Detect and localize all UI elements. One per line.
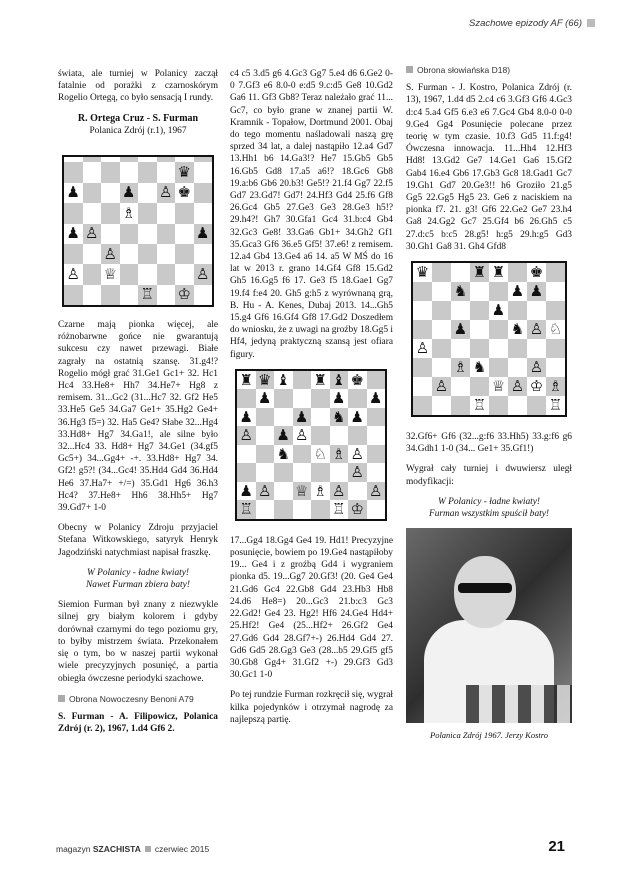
board-square <box>256 408 275 427</box>
board-square <box>432 320 451 339</box>
chess-piece: ♟ <box>367 389 386 408</box>
chess-piece: ♖ <box>237 500 256 519</box>
chess-piece: ♞ <box>470 358 489 377</box>
board-square <box>546 358 565 377</box>
paragraph: 17...Gg4 18.Gg4 Ge4 19. Hd1! Precyzyjne posunięcie, bowiem po 19.Ge4 nastąpiłoby 19... Ge4 i z groźbą Gd4 i wygraniem pionka d5. 19...Gg7 20.Gf3! (20. Ge4 Ge4 21.Gd6 Gc4 22.Gb8 Gd4 23.Hb3 Hb8 24.d6 He8=) 20...Gc3 21.b:c3 Gc3 22.Gd2! Ge4 23. Hg2! Hf6 24.Ge4 Hd4+ 25.Hf2! Ge4 (25...Hf2+ 26.Gf2 Ge4 27.Gd6 Gd4 28.Gf7+-) 26.Hd4 Gd4 27. Gd6 Gd5 28.Gg3 Ge3 (28...b5 29.Gf5 gf5 30.Gb8 Gg4+ 31.Gf2 +-) 29.Gf3 Gd3 30.Gc1 1-0 <box>230 535 393 681</box>
chess-piece: ♕ <box>293 482 312 501</box>
chess-piece: ♟ <box>348 408 367 427</box>
board-square <box>138 224 157 244</box>
paragraph: c4 c5 3.d5 g6 4.Gc3 Gg7 5.e4 d6 6.Ge2 0-0 7.Gf3 e6 8.0-0 e:d5 9.c:d5 Ge8 10.Gd2 Ga6 11. Gf3 Gb8? Teraz należało grać 11... Gc7, co było grane w znanej partii W. Kramnik - Topałow, Dortmund 2001. Obaj do tego momentu naśladowali naszą grę sprzed 34 lat, a dalej nastąpiło 12.a4 Gd7 13.Hh1 b6 14.Ga3!? He7 15.Gb5 Gb5 16.Gb5 Gd8 17.a5 a6!? 18.Gc6 Gb8 19.a:b6 Gb6 20.b3! Ge5!? 21.f4 Gg7 22.f5 Gd7 23.Gd7! Gd7! 24.Hf3 Gd4 25.f6 Gf8 26.Gc4 Gb5 27.Ge3 Ge3 28.Ge3 h5!? 29.h4?! Gh7 30.Gfa1 Gc4 31.b:c4 Gb4 32.Gc3 Ge8! 33.Ga6 Gb1+ 34.Gh2 Gf1 35.Gca3 Gf6 36.e5 Gf5! 37.e6! z remisem. 12.a4 Gb4 13.Ge4 a6 14. a5 W MŚ do 16 lat w 2013 r. grano 14.Gf4 Gf8 15.Gd2 Gh5 16.Gg5 f6 17. Ge3 f5 18.Gae1 Gg7 19.f4 f:e4 20. Gh5 g:h5 z wyrównaną grą, B. Hu - A. Kenes, Dubaj 2013. 14...Gh5 15.g4 Gf6 16.Gf4 Gf8 17.Gd2 Doszedłem do wniosku, że z uwagi na groźby 18.Gg5 i Hf4, jedyną praktyczną szansą jest ofiara figury. <box>230 69 393 360</box>
board-square <box>432 301 451 320</box>
board-square <box>194 285 213 305</box>
board-square <box>432 358 451 377</box>
board-square <box>489 282 508 301</box>
board-square <box>101 162 120 182</box>
chess-piece: ♟ <box>64 183 83 203</box>
chess-piece: ♙ <box>348 463 367 482</box>
page-footer: magazyn SZACHISTA czerwiec 2015 21 <box>56 838 565 855</box>
chess-piece: ♟ <box>451 320 470 339</box>
board-square <box>413 358 432 377</box>
column-2 <box>230 68 393 734</box>
board-square <box>432 263 451 282</box>
board-square <box>64 203 83 223</box>
board-square <box>64 285 83 305</box>
chess-piece: ♙ <box>413 339 432 358</box>
board-square <box>293 389 312 408</box>
chess-piece: ♟ <box>237 482 256 501</box>
board-square <box>367 445 386 464</box>
board-square <box>83 244 102 264</box>
board-square <box>348 389 367 408</box>
board-square <box>367 463 386 482</box>
chess-piece: ♔ <box>527 377 546 396</box>
board-square <box>451 396 470 415</box>
board-square <box>101 183 120 203</box>
board-square <box>120 224 139 244</box>
board-square <box>83 183 102 203</box>
board-square <box>546 339 565 358</box>
page-number: 21 <box>548 838 565 855</box>
board-square <box>413 377 432 396</box>
board-square <box>293 445 312 464</box>
board-square <box>330 426 349 445</box>
board-square <box>237 463 256 482</box>
chess-piece: ♞ <box>330 408 349 427</box>
chess-piece: ♙ <box>157 183 176 203</box>
board-square <box>546 301 565 320</box>
board-square <box>138 244 157 264</box>
board-square <box>311 426 330 445</box>
column-1 <box>58 68 218 743</box>
chess-piece: ♖ <box>546 396 565 415</box>
board-square <box>489 358 508 377</box>
chess-piece: ♙ <box>508 377 527 396</box>
board-square <box>348 482 367 501</box>
chess-piece: ♚ <box>348 371 367 390</box>
chess-piece: ♛ <box>175 162 194 182</box>
chess-piece: ♜ <box>311 371 330 390</box>
board-square <box>157 224 176 244</box>
board-square <box>83 203 102 223</box>
opening-label: Obrona słowiańska D18) <box>406 64 572 76</box>
chess-piece: ♔ <box>348 500 367 519</box>
game-subtitle: Polanica Zdrój (r.1), 1967 <box>89 125 187 136</box>
board-square <box>489 339 508 358</box>
board-square <box>274 408 293 427</box>
board-square <box>432 282 451 301</box>
board-square <box>470 339 489 358</box>
board-square <box>293 500 312 519</box>
chess-piece: ♚ <box>527 263 546 282</box>
board-square <box>330 463 349 482</box>
chess-piece: ♟ <box>64 224 83 244</box>
board-square <box>120 285 139 305</box>
board-square <box>470 320 489 339</box>
board-square <box>175 244 194 264</box>
board-square <box>138 183 157 203</box>
board-square <box>138 203 157 223</box>
board-square <box>256 463 275 482</box>
chess-piece: ♕ <box>489 377 508 396</box>
poem-line: Furman wszystkim spuścił baty! <box>428 509 550 520</box>
board-square <box>274 482 293 501</box>
board-square <box>413 282 432 301</box>
chess-board <box>411 261 567 417</box>
board-square <box>101 224 120 244</box>
board-square <box>508 358 527 377</box>
chess-piece: ♙ <box>348 445 367 464</box>
board-square <box>432 339 451 358</box>
paragraph: Czarne mają pionka więcej, ale różnobarwne gońce nie gwarantują sukcesu czy nawet przewagi. Białe zagrały na ostatnią szansę. 31.g4!? Rogelio mógł grać 31.Ge1 Gc1+ 32. Hc1 Hc4 33.He8+ Hh7 34.He7+ Hg8 z remisem. 31...Gc2 (31...Hc7 32. Gf2 He5 33.He5 Ge5 34.Ga7 Ge1+ 35.Hg2 Ge4+ 36.Hg3 f5=) 32. Ha5 Ge4? Słabe 32...Hg4 33.Hd8+ Hg7 34.Ga1!, ale silne było 32...Hc4 33. Hd8+ Hg7 34.Ge1 (34.gf5 Gc5+) 34...Gg4+ -+. 33.Hd8+ Hg7 34. Gf2! g5?! (34...Gc4! 35.Hd4 Gd4 36.Hd4 He6 37.Ha7+ +/=) 35.Gd1 Hg6 36.h3 Hc4? 37.He8+ Hh6 38.Hh5+ Hg7 39.Gd7+ 1-0 <box>58 320 218 514</box>
board-square <box>120 264 139 284</box>
board-square <box>311 500 330 519</box>
game-title: R. Ortega Cruz - S. Furman <box>77 112 199 124</box>
paragraph: Siemion Furman był znany z niezwykle silnej gry białym kolorem i gdyby dorównał czarnymi do tego poziomu gry, to byłby mistrzem świata. Przekonałem się o tym, bo w naszej partii wykonał wiele precyzyjnych posunięć, a partia obiegła ówczesne periodyki szachowe. <box>58 600 218 684</box>
chess-piece: ♜ <box>237 371 256 390</box>
board-square <box>489 396 508 415</box>
board-square <box>432 396 451 415</box>
chess-piece: ♙ <box>64 264 83 284</box>
paragraph: Wygrał cały turniej i dwuwiersz uległ modyfikacji: <box>406 464 572 487</box>
board-square <box>451 339 470 358</box>
chess-piece: ♙ <box>527 320 546 339</box>
board-square <box>157 264 176 284</box>
chess-board <box>235 369 387 521</box>
board-square <box>470 377 489 396</box>
board-square <box>194 203 213 223</box>
paragraph: S. Furman - J. Kostro, Polanica Zdrój (r. 13), 1967, 1.d4 d5 2.c4 c6 3.Gf3 Gf6 4.Gc3 d:c4 5.a4 Gf5 6.e3 e6 7.Gc4 Gb4 8.0-0 0-0 9.Ge4 Gg4 Posunięcie polecane przez teorię w tym czasie. 10.f3 Gd5 11.f:g4! Ówczesna innowacja. 11...Hh4 12.Hf3 Hd8! 13.Gd2 Ge7 14.Ge1 Ga6 15.Gf2 Gab4 16.e4 Gb6 17.Gb3 Gc8 18.Gad1 Gc7 19.Gh1 Gd7 20.Ge3!! h6 Groziło 21.g5 Gg5 22.Gg5 Hg5 23. Ge6 z naciskiem na pionka f7. 21. g3! Gf6 22.Ge2 Ge7 23.h4 Ga8 24.Gg2 Gc7 25.Gf4 b6 26.Gh5 c5 27.d:c5 b:c5 28.g5! h:g5 29.h:g5 Gd3 30.Gh1 Ga8 31. Gh4 Gfd8 <box>406 83 572 252</box>
chess-piece: ♗ <box>311 482 330 501</box>
board-square <box>451 377 470 396</box>
board-square <box>237 445 256 464</box>
board-square <box>413 301 432 320</box>
board-square <box>367 426 386 445</box>
board-square <box>101 285 120 305</box>
board-square <box>508 339 527 358</box>
chess-piece: ♟ <box>508 282 527 301</box>
chess-piece: ♗ <box>330 445 349 464</box>
chess-piece: ♙ <box>194 264 213 284</box>
board-square <box>256 500 275 519</box>
chess-piece: ♙ <box>101 244 120 264</box>
board-square <box>157 203 176 223</box>
chess-piece: ♙ <box>432 377 451 396</box>
board-square <box>311 408 330 427</box>
chess-piece: ♟ <box>120 183 139 203</box>
board-square <box>256 445 275 464</box>
chess-piece: ♖ <box>470 396 489 415</box>
board-square <box>348 426 367 445</box>
chess-piece: ♙ <box>367 482 386 501</box>
chess-piece: ♟ <box>194 224 213 244</box>
board-square <box>367 500 386 519</box>
chess-piece: ♞ <box>274 445 293 464</box>
board-square <box>527 339 546 358</box>
board-square <box>470 301 489 320</box>
chess-piece: ♙ <box>237 426 256 445</box>
chess-piece: ♗ <box>546 377 565 396</box>
chess-piece: ♙ <box>256 482 275 501</box>
board-square <box>274 463 293 482</box>
board-square <box>274 389 293 408</box>
board-square <box>157 162 176 182</box>
chess-piece: ♙ <box>330 482 349 501</box>
board-square <box>157 285 176 305</box>
board-square <box>470 282 489 301</box>
paragraph: świata, ale turniej w Polanicy zaczął fatalnie od porażki z czarnoskórym Rogelio Ortegą, co było sensacją I rundy. <box>58 69 218 104</box>
chess-piece: ♜ <box>489 263 508 282</box>
board-square <box>138 162 157 182</box>
chess-piece: ♟ <box>527 282 546 301</box>
chess-piece: ♙ <box>293 426 312 445</box>
column-3 <box>406 65 572 741</box>
chess-piece: ♘ <box>546 320 565 339</box>
chess-piece: ♙ <box>527 358 546 377</box>
board-square <box>293 463 312 482</box>
board-square <box>138 264 157 284</box>
board-square <box>546 282 565 301</box>
board-square <box>413 320 432 339</box>
chess-piece: ♟ <box>330 389 349 408</box>
board-square <box>64 244 83 264</box>
board-square <box>527 396 546 415</box>
board-square <box>311 463 330 482</box>
board-square <box>175 224 194 244</box>
board-square <box>489 320 508 339</box>
chess-piece: ♞ <box>508 320 527 339</box>
board-square <box>194 244 213 264</box>
chess-piece: ♚ <box>175 183 194 203</box>
board-square <box>311 389 330 408</box>
game-header: S. Furman - A. Filipowicz, Polanica Zdrój (r. 2), 1967, 1.d4 Gf6 2. <box>58 711 218 735</box>
chess-piece: ♗ <box>120 203 139 223</box>
chess-piece: ♘ <box>311 445 330 464</box>
board-square <box>508 396 527 415</box>
board-square <box>274 500 293 519</box>
photo-caption: Polanica Zdrój 1967. Jerzy Kostro <box>430 730 548 741</box>
chess-piece: ♞ <box>451 282 470 301</box>
board-square <box>256 426 275 445</box>
paragraph: 32.Gf6+ Gf6 (32...g:f6 33.Hh5) 33.g:f6 g6 34.Gdh1 1-0 (34... Ge1+ 35.Gf1!) <box>406 432 572 455</box>
board-square <box>367 408 386 427</box>
chess-piece: ♝ <box>330 371 349 390</box>
chess-piece: ♖ <box>138 285 157 305</box>
poem-line: W Polanicy - ładne kwiaty! <box>86 567 190 578</box>
poem-line: Nawet Furman zbiera baty! <box>86 580 190 591</box>
board-square <box>237 389 256 408</box>
running-header: Szachowe epizody AF (66) <box>469 18 595 29</box>
chess-piece: ♕ <box>101 264 120 284</box>
board-square <box>83 285 102 305</box>
board-square <box>293 371 312 390</box>
board-square <box>194 183 213 203</box>
board-square <box>527 301 546 320</box>
poem-line: W Polanicy - ładne kwiaty! <box>437 496 541 507</box>
board-square <box>83 264 102 284</box>
board-square <box>83 162 102 182</box>
board-square <box>120 244 139 264</box>
chess-piece: ♟ <box>274 426 293 445</box>
board-square <box>546 263 565 282</box>
board-square <box>120 162 139 182</box>
board-square <box>175 264 194 284</box>
board-square <box>367 371 386 390</box>
board-square <box>451 301 470 320</box>
opening-label: Obrona Nowoczesny Benoni A79 <box>58 693 218 705</box>
chess-piece: ♟ <box>256 389 275 408</box>
board-square <box>64 162 83 182</box>
chess-piece: ♟ <box>293 408 312 427</box>
player-photo <box>406 528 572 723</box>
paragraph: Obecny w Polanicy Zdroju przyjaciel Stefana Witkowskiego, satyryk Henryk Jagodziński natychmiast napisał fraszkę. <box>58 523 218 558</box>
chess-piece: ♛ <box>256 371 275 390</box>
board-square <box>413 396 432 415</box>
chess-piece: ♝ <box>274 371 293 390</box>
board-square <box>508 301 527 320</box>
board-square <box>508 263 527 282</box>
chess-piece: ♙ <box>83 224 102 244</box>
chess-piece: ♔ <box>175 285 194 305</box>
board-square <box>451 263 470 282</box>
board-square <box>175 203 194 223</box>
paragraph: Po tej rundzie Furman rozkręcił się, wygrał kilka pojedynków i otrzymał nagrodę za najlepszą partię. <box>230 690 393 725</box>
board-square <box>157 244 176 264</box>
board-square <box>101 203 120 223</box>
chess-piece: ♛ <box>413 263 432 282</box>
chess-piece: ♟ <box>237 408 256 427</box>
chess-board <box>62 155 214 307</box>
chess-piece: ♗ <box>451 358 470 377</box>
chess-piece: ♖ <box>330 500 349 519</box>
board-square <box>194 162 213 182</box>
chess-piece: ♟ <box>489 301 508 320</box>
chess-piece: ♜ <box>470 263 489 282</box>
